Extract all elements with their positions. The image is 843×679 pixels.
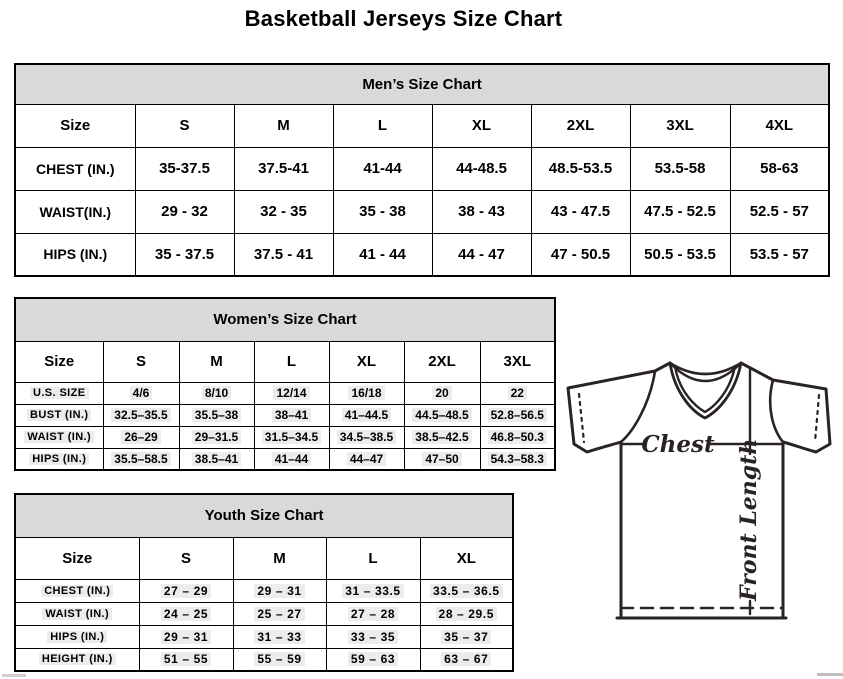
- col-header-cell: M: [233, 537, 326, 579]
- value-cell: 33 – 35: [326, 625, 420, 648]
- value-cell: 35.5–58.5: [103, 448, 179, 470]
- value-cell: 35-37.5: [135, 147, 234, 190]
- value-cell: 41–44: [254, 448, 329, 470]
- womens-table-title: Women’s Size Chart: [15, 298, 555, 341]
- col-header-cell: XL: [329, 341, 404, 382]
- row-label-cell: WAIST(IN.): [15, 190, 135, 233]
- chest-label: Chest: [641, 431, 715, 458]
- value-cell: 59 – 63: [326, 648, 420, 671]
- jersey-diagram: [558, 354, 840, 630]
- col-header-cell: 3XL: [480, 341, 555, 382]
- value-cell: 38.5–42.5: [404, 426, 480, 448]
- value-cell: 8/10: [179, 382, 254, 404]
- value-cell: 31.5–34.5: [254, 426, 329, 448]
- value-cell: 48.5-53.5: [531, 147, 630, 190]
- value-cell: 55 – 59: [233, 648, 326, 671]
- row-label-cell: WAIST (IN.): [15, 426, 103, 448]
- value-cell: 38–41: [254, 404, 329, 426]
- value-cell: 16/18: [329, 382, 404, 404]
- row-label-cell: WAIST (IN.): [15, 602, 139, 625]
- col-header-cell: 3XL: [630, 104, 730, 147]
- row-label-cell: CHEST (IN.): [15, 579, 139, 602]
- value-cell: 38 - 43: [432, 190, 531, 233]
- youth-size-table: [14, 493, 514, 672]
- value-cell: 34.5–38.5: [329, 426, 404, 448]
- row-label-cell: HEIGHT (IN.): [15, 648, 139, 671]
- value-cell: 52.5 - 57: [730, 190, 829, 233]
- value-cell: 44 - 47: [432, 233, 531, 276]
- col-header-cell: XL: [432, 104, 531, 147]
- value-cell: 29 - 32: [135, 190, 234, 233]
- value-cell: 4/6: [103, 382, 179, 404]
- value-cell: 35 - 38: [333, 190, 432, 233]
- value-cell: 46.8–50.3: [480, 426, 555, 448]
- value-cell: 28 – 29.5: [420, 602, 513, 625]
- col-header-cell: 4XL: [730, 104, 829, 147]
- value-cell: 52.8–56.5: [480, 404, 555, 426]
- value-cell: 29 – 31: [139, 625, 233, 648]
- col-header-cell: L: [333, 104, 432, 147]
- value-cell: 44–47: [329, 448, 404, 470]
- value-cell: 53.5-58: [630, 147, 730, 190]
- row-label-cell: CHEST (IN.): [15, 147, 135, 190]
- value-cell: 50.5 - 53.5: [630, 233, 730, 276]
- value-cell: 35 - 37.5: [135, 233, 234, 276]
- col-header-cell: L: [326, 537, 420, 579]
- value-cell: 63 – 67: [420, 648, 513, 671]
- value-cell: 54.3–58.3: [480, 448, 555, 470]
- col-header-cell: S: [103, 341, 179, 382]
- value-cell: 37.5-41: [234, 147, 333, 190]
- row-label-cell: HIPS (IN.): [15, 233, 135, 276]
- col-header-cell: Size: [15, 537, 139, 579]
- value-cell: 26–29: [103, 426, 179, 448]
- col-header-cell: L: [254, 341, 329, 382]
- mens-table-title: Men’s Size Chart: [15, 64, 829, 104]
- row-label-cell: HIPS (IN.): [15, 625, 139, 648]
- bottom-right-fragment: [817, 673, 843, 676]
- value-cell: 47 - 50.5: [531, 233, 630, 276]
- value-cell: 32 - 35: [234, 190, 333, 233]
- value-cell: 27 – 28: [326, 602, 420, 625]
- value-cell: 29 – 31: [233, 579, 326, 602]
- row-label-cell: U.S. SIZE: [15, 382, 103, 404]
- value-cell: 35 – 37: [420, 625, 513, 648]
- page-title: Basketball Jerseys Size Chart: [244, 6, 563, 31]
- value-cell: 35.5–38: [179, 404, 254, 426]
- col-header-cell: S: [139, 537, 233, 579]
- jersey-collar: [670, 363, 741, 418]
- value-cell: 31 – 33: [233, 625, 326, 648]
- value-cell: 53.5 - 57: [730, 233, 829, 276]
- value-cell: 24 – 25: [139, 602, 233, 625]
- value-cell: 43 - 47.5: [531, 190, 630, 233]
- value-cell: 22: [480, 382, 555, 404]
- value-cell: 29–31.5: [179, 426, 254, 448]
- value-cell: 51 – 55: [139, 648, 233, 671]
- col-header-cell: M: [179, 341, 254, 382]
- col-header-cell: Size: [15, 341, 103, 382]
- value-cell: 32.5–35.5: [103, 404, 179, 426]
- value-cell: 38.5–41: [179, 448, 254, 470]
- value-cell: 27 – 29: [139, 579, 233, 602]
- value-cell: 44.5–48.5: [404, 404, 480, 426]
- value-cell: 33.5 – 36.5: [420, 579, 513, 602]
- value-cell: 41 - 44: [333, 233, 432, 276]
- value-cell: 58-63: [730, 147, 829, 190]
- col-header-cell: M: [234, 104, 333, 147]
- value-cell: 47–50: [404, 448, 480, 470]
- value-cell: 31 – 33.5: [326, 579, 420, 602]
- col-header-cell: 2XL: [531, 104, 630, 147]
- womens-size-table: [14, 297, 556, 471]
- value-cell: 41-44: [333, 147, 432, 190]
- mens-size-table: [14, 63, 830, 277]
- value-cell: 25 – 27: [233, 602, 326, 625]
- value-cell: 37.5 - 41: [234, 233, 333, 276]
- value-cell: 44-48.5: [432, 147, 531, 190]
- value-cell: 20: [404, 382, 480, 404]
- row-label-cell: HIPS (IN.): [15, 448, 103, 470]
- bottom-left-fragment: [2, 674, 26, 677]
- value-cell: 47.5 - 52.5: [630, 190, 730, 233]
- front-length-label: Front Length: [736, 438, 762, 601]
- col-header-cell: S: [135, 104, 234, 147]
- jersey-right-sleeve: [741, 363, 830, 452]
- col-header-cell: Size: [15, 104, 135, 147]
- row-label-cell: BUST (IN.): [15, 404, 103, 426]
- value-cell: 41–44.5: [329, 404, 404, 426]
- value-cell: 12/14: [254, 382, 329, 404]
- col-header-cell: XL: [420, 537, 513, 579]
- col-header-cell: 2XL: [404, 341, 480, 382]
- youth-table-title: Youth Size Chart: [15, 494, 513, 537]
